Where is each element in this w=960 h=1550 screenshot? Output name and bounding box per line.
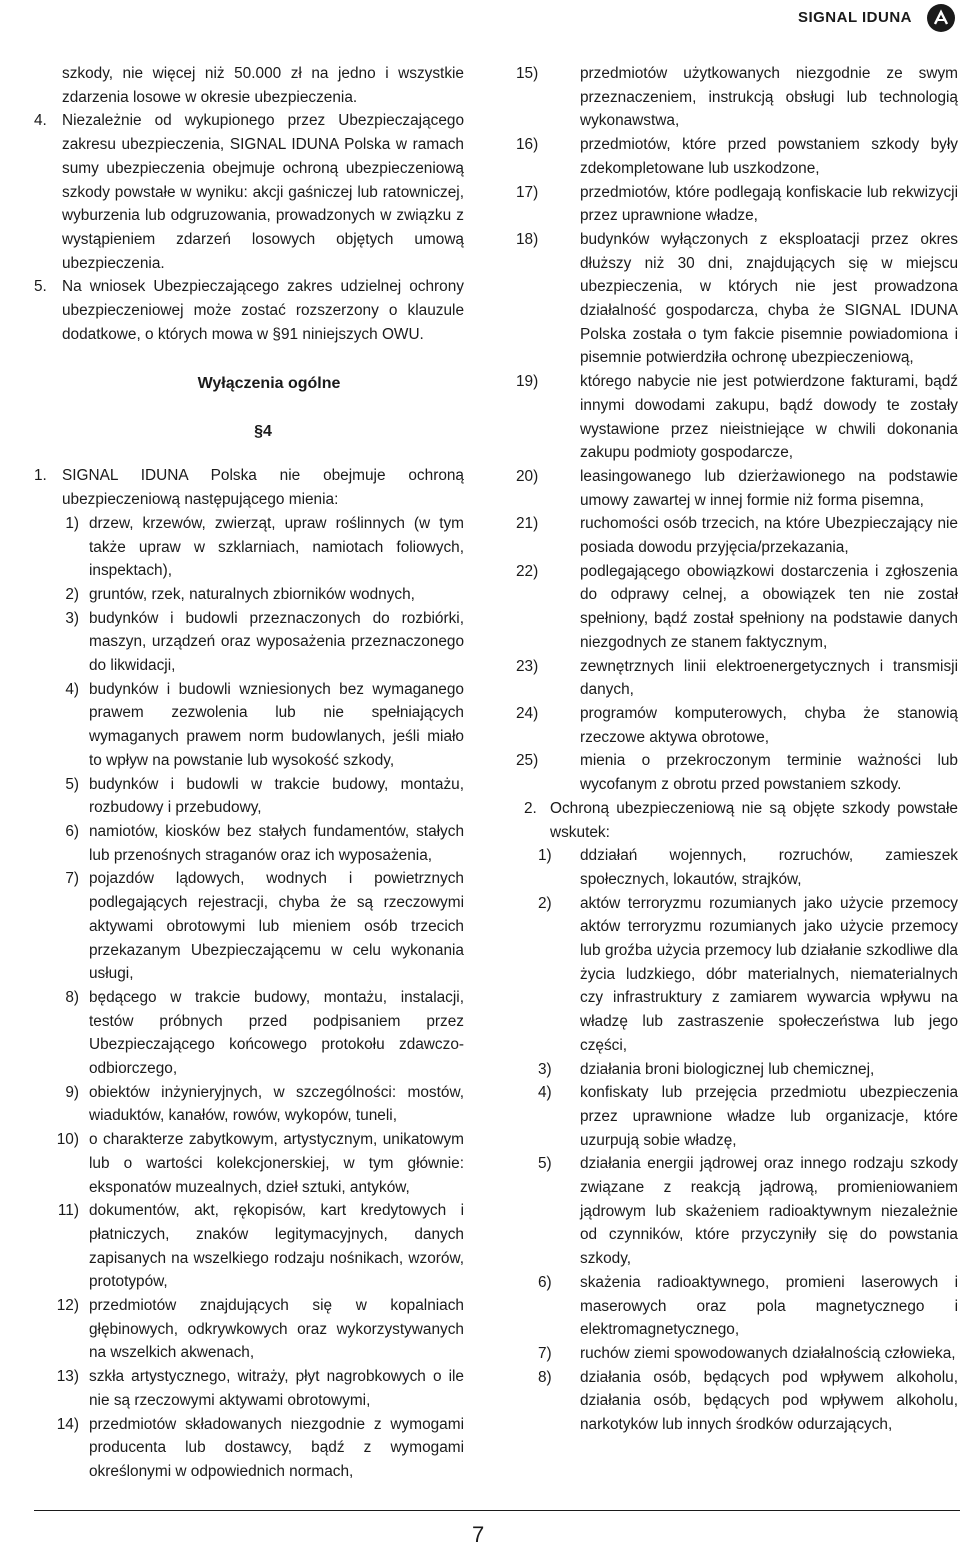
list-item [516,1081,958,1152]
exclusion-list [34,512,464,1484]
paragraph-text: Na wniosek Ubezpieczającego zakres udzielnej ochrony ubezpieczeniowej może zostać rozszerzony o klauzule dodatkowe, o których mowa w §91 niniejszych OWU. [62,278,464,343]
list-item [34,607,464,678]
list-item [516,228,958,370]
list-item-number: 10) [56,1131,79,1149]
list-item [516,749,958,796]
list-item-text: budynków i budowli wzniesionych bez wymaganego prawem zezwolenia lub nie spełniających wymaganych prawem norm budowlanych, jeśli miało to wpływ na powstanie lub wysokość szkody, [89,680,464,769]
list-item [34,1365,464,1412]
paragraph-number: 1. [34,467,47,485]
list-item-number: 20) [516,467,539,485]
list-item-number: 1) [538,847,552,865]
signal-iduna-logo-icon [926,3,956,33]
paragraph-number: 4. [34,112,47,130]
list-item-number: 19) [516,373,539,391]
list-item-text: działania energii jądrowej oraz innego rodzaju szkody związane z reakcją jądrową, promieniowaniem jądrowym lub skażeniem radioaktywnym niezależnie od czynników, które przyczyniły się do powstania szkody, [580,1155,958,1268]
list-item-number: 5) [538,1155,552,1173]
list-item-number: 25) [516,752,539,770]
list-item-text: przedmiotów, które podlegają konfiskacie lub rekwizycji przez uprawnione władze, [580,183,958,225]
list-item [516,1058,958,1082]
list-item [516,844,958,891]
list-item [516,1342,958,1366]
list-item-number: 4) [65,680,79,698]
paragraph-4 [34,109,464,275]
list-item-text: skażenia radioaktywnego, promieni laserowych i maserowych oraz pola magnetycznego i elektromagnetycznego, [580,1273,958,1339]
list-item-number: 2) [65,585,79,603]
list-item [34,583,464,607]
exclusion-list-continued [516,62,958,797]
list-item [516,370,958,465]
list-item-text: szkła artystycznego, witraży, płyt nagrobkowych o ile nie są rzeczowymi aktywami obrotowymi, [89,1368,464,1409]
list-item-text: zewnętrznych linii elektroenergetycznych i transmisji danych, [580,657,958,699]
list-item [34,820,464,867]
list-item [516,181,958,228]
list-item-text: drzew, krzewów, zwierząt, upraw roślinnych (w tym także upraw w szklarniach, namiotach foliowych, inspektach), [89,514,464,580]
list-item-text: przedmiotów znajdujących się w kopalniach głębinowych, odkrywkowych oraz wykorzystywanych na wszelkich akwenach, [89,1297,464,1362]
footer-divider [34,1510,960,1511]
list-item-number: 9) [65,1083,79,1101]
list-item-number: 16) [516,136,539,154]
list-item [34,986,464,1081]
list-item-text: budynków i budowli przeznaczonych do rozbiórki, maszyn, urządzeń oraz wyposażenia przeznaczonego do likwidacji, [89,609,464,675]
list-item [516,1366,958,1437]
list-item-number: 13) [56,1368,79,1386]
list-item-number: 11) [57,1202,79,1220]
list-item [516,465,958,512]
list-item-number: 7) [65,870,79,888]
paragraph-1 [34,464,464,511]
list-item: szkody, nie więcej niż 50.000 zł na jedno i wszystkie zdarzenia losowe w okresie ubezpieczenia. [62,65,464,106]
list-item-number: 8) [65,988,79,1006]
list-item [34,867,464,986]
list-item-number: 2) [538,894,552,912]
list-item-text: budynków i budowli w trakcie budowy, montażu, rozbudowy i przebudowy, [89,775,464,817]
list-item-text: ruchomości osób trzecich, na które Ubezpieczający nie posiada dowodu przyjęcia/przekazania, [580,515,958,557]
brand-name: SIGNAL IDUNA [797,9,912,26]
list-item [34,1081,464,1128]
list-item-number: 14) [56,1415,79,1433]
list-item-text: przedmiotów, które przed powstaniem szkody były zdekompletowane lub uszkodzone, [580,136,958,177]
paragraph-number: 2. [524,799,537,817]
list-item-number: 3) [538,1060,552,1078]
list-item-text: działania broni biologicznej lub chemicznej, [580,1060,875,1078]
list-item-number: 24) [516,704,539,722]
list-item [34,512,464,583]
list-item-number: 8) [538,1368,552,1386]
list-item-text: podlegającego obowiązkowi dostarczenia i zgłoszenia do odprawy celnej, a obowiązek ten nie został spełniony, bądź został spełniony na podstawie danych niezgodnych ze stanem faktycznym, [580,562,958,651]
section-paragraph-sign: §4 [254,423,272,441]
section-title: Wyłączenia ogólne [197,375,341,393]
list-item-text: ruchów ziemi spowodowanych działalnością człowieka, [580,1344,956,1362]
list-item [516,1152,958,1271]
list-item-number: 3) [65,609,79,627]
list-item-text: o charakterze zabytkowym, artystycznym, unikatowym lub o wartości kolekcjonerskiej, w tym głównie: eksponatów muzealnych, dzieł sztuki, antyków, [89,1131,464,1196]
list-item-text: gruntów, rzek, naturalnych zbiorników wodnych, [89,585,415,603]
list-item-number: 4) [538,1084,552,1102]
list-item [516,512,958,559]
list-item-text: obiektów inżynieryjnych, w szczególności: mostów, wiaduktów, kanałów, rowów, wykopów, tuneli, [89,1083,464,1125]
list-item [34,678,464,773]
paragraph-text: Niezależnie od wykupionego przez Ubezpieczającego zakresu ubezpieczenia, SIGNAL IDUNA Polska w ramach sumy ubezpieczenia obejmuje ochroną ubezpieczeniową szkody powstałe w wyniku: akcji gaśniczej lub ratowniczej, wyburzenia lub odgruzowania, prowadzonych w związku z wystąpieniem zdarzeń losowych objętych umową ubezpieczenia. [62,112,464,272]
list-item-text: dokumentów, akt, rękopisów, kart kredytowych i płatniczych, znaków legitymacyjnych, danych zapisanych na wszelkiego rodzaju nośnikach, wzorów, prototypów, [89,1202,464,1291]
list-item-text: pojazdów lądowych, wodnych i powietrznych podlegających rejestracji, chyba że są rzeczowymi aktywami obrotowymi lub mieniem osób trzecich przekazanym Ubezpieczającemu w celu wykonania usługi, [89,870,464,983]
list-item-text: mienia o przekroczonym terminie ważności lub wycofanym z obrotu przed powstaniem szkody. [580,752,958,794]
paragraph-5 [34,275,464,346]
list-item-number: 15) [516,65,539,82]
list-item [516,133,958,180]
list-item [34,1413,464,1484]
left-column [34,62,464,1484]
list-item-number: 1) [65,514,79,532]
list-item-text: namiotów, kiosków bez stałych fundamentów, stałych lub przenośnych straganów oraz ich wyposażenia, [89,822,464,864]
paragraph-text: Ochroną ubezpieczeniową nie są objęte szkody powstałe wskutek: [550,799,958,841]
paragraph-text: SIGNAL IDUNA Polska nie obejmuje ochroną ubezpieczeniową następującego mienia: [62,467,464,509]
cause-exclusion-list [516,844,958,1437]
list-item-number: 22) [516,562,539,580]
list-item-number: 17) [516,183,539,201]
list-item-text: działania osób, będących pod wpływem alkoholu, działania osób, będących pod wpływem alkoholu, narkotyków lub innych środków odurzających, [580,1368,958,1434]
list-item-number: 6) [65,822,79,840]
list-item-text: programów komputerowych, chyba że stanowią rzeczowe aktywa obrotowe, [580,704,958,746]
list-item-number: 12) [56,1297,79,1315]
list-item-number: 5) [65,775,79,793]
list-item-text: budynków wyłączonych z eksploatacji przez okres dłuższy niż 30 dni, znajdujących się w miejscu ubezpieczenia, w których nie jest prowadzona działalność gospodarcza, chyba że SIGNAL IDUNA Polska została o tym fakcie pisemnie powiadomiona i pisemnie potwierdziła ochronę ubezpieczeniową, [580,230,958,367]
list-item [516,560,958,655]
list-item-number: 23) [516,657,539,675]
right-column [516,62,958,1437]
list-item [516,892,958,1058]
page-header [0,0,960,40]
list-item-text: konfiskaty lub przejęcia przedmiotu ubezpieczenia przez uprawnione władze lub organizacje, które uzurpują sobie władzę, [580,1084,958,1149]
list-item-text: przedmiotów użytkowanych niezgodnie ze swym przeznaczeniem, instrukcją obsługi lub technologią wykonawstwa, [580,65,958,130]
list-item-number: 7) [538,1344,552,1362]
list-item-text: będącego w trakcie budowy, montażu, instalacji, testów próbnych przed podpisaniem przez Ubezpieczającego końcowego protokołu zdawczo-odbiorczego, [89,988,464,1078]
list-item [516,62,958,133]
list-item [34,773,464,820]
list-item-text: którego nabycie nie jest potwierdzone fakturami, bądź innymi dowodami zakupu, bądź dowody te zostały wystawione przez nieistniejące w chwili dokonania zakupu podmioty gospodarcze, [580,373,958,462]
list-item [34,1294,464,1365]
paragraph-number: 5. [34,278,47,296]
list-item [34,1128,464,1199]
paragraph-2 [516,797,958,844]
list-item-number: 6) [538,1273,552,1291]
list-item [516,702,958,749]
list-item-number: 18) [516,230,539,248]
list-item [516,655,958,702]
page-number: 7 [472,1522,485,1547]
list-item-text: przedmiotów składowanych niezgodnie z wymogami producenta lub dostawcy, bądź z wymogami określonymi w odpowiednich normach, [89,1415,464,1480]
list-item-text: leasingowanego lub dzierżawionego na podstawie umowy zawartej w innej formie niż forma pisemna, [580,467,958,509]
list-item [516,1271,958,1342]
list-item [34,1199,464,1294]
list-item-text: aktów terroryzmu rozumianych jako użycie przemocy aktów terroryzmu rozumianych jako użycie przemocy lub groźba użycia przemocy lub działanie szkodliwe dla życia ludzkiego, dóbr materialnych, niematerialnych czy infrastruktury z zamiarem wywarcia wpływu na władzę lub zastraszenie społeczeństwa lub jego części, [580,894,958,1054]
list-item-number: 21) [516,515,539,533]
list-item-text: ddziałań wojennych, rozruchów, zamieszek społecznych, lokautów, strajków, [580,847,958,888]
